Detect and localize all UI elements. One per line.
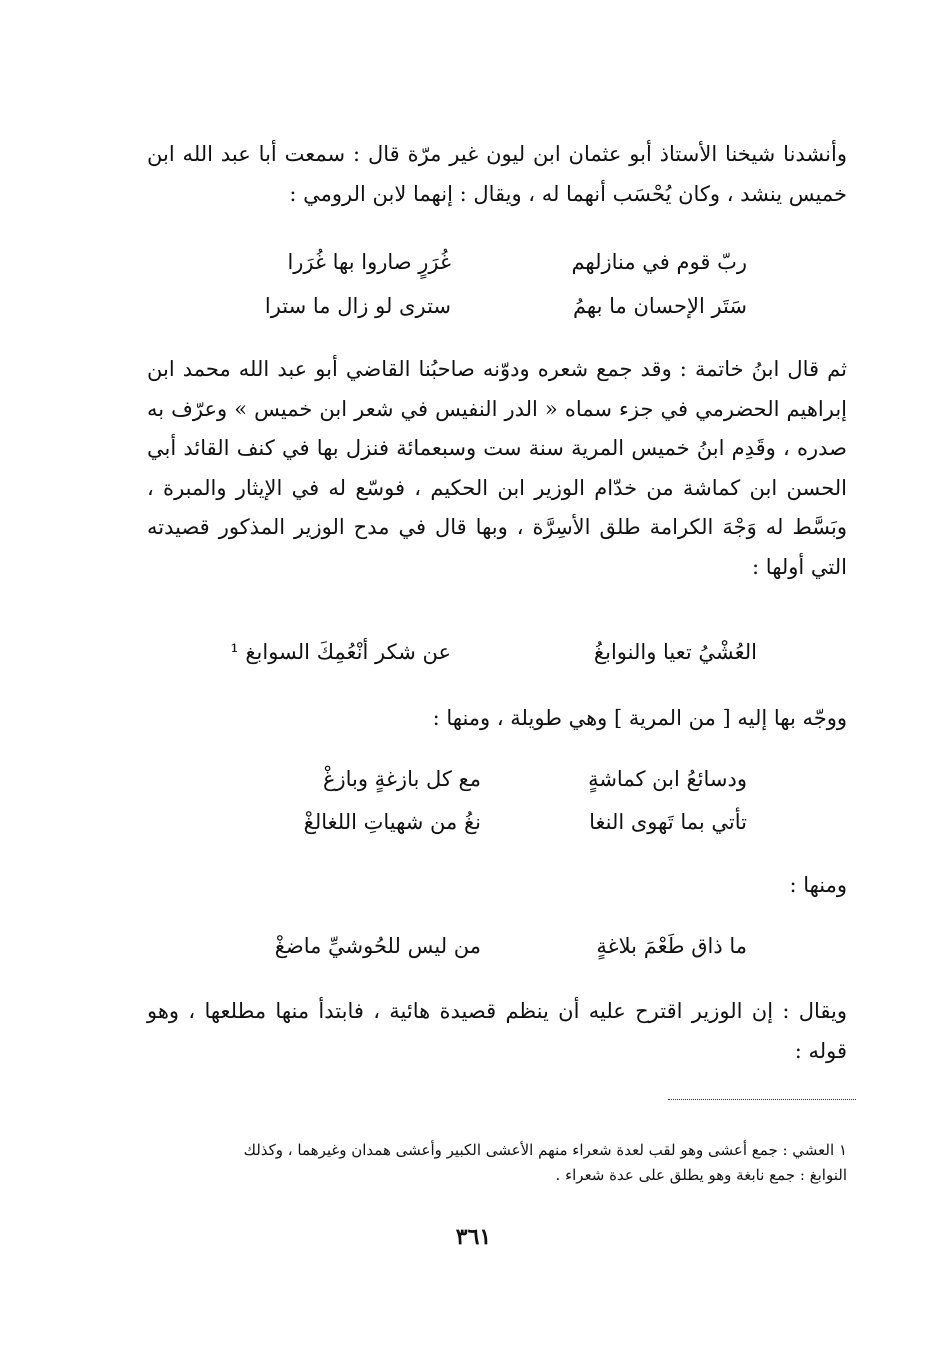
verse-hemistich: تأتي بما تَهوى النغا (589, 810, 747, 834)
page-number: ٣٦١ (455, 1224, 492, 1250)
verse-hemistich: نغُ من شهياتِ اللغالغْ (303, 810, 481, 834)
verse-single-2 (231, 931, 747, 961)
footnote-line: النوابغ : جمع نابغة وهو يطلق على عدة شعراء . (555, 1166, 847, 1184)
verse-hemistich: ودسائعُ ابن كماشةٍ (588, 767, 747, 791)
paragraph-wa-minha: ومنها : (789, 873, 847, 897)
verse-single-1 (171, 637, 757, 667)
footnote (147, 1138, 847, 1188)
verse-hemistich: من ليس للحُوشيِّ ماضغْ (274, 934, 481, 958)
verse-couplet-1-line-2 (201, 291, 747, 321)
verse-hemistich: غُرَرٍ صاروا بها غُرَرا (287, 250, 451, 274)
verse-hemistich: سترى لو زال ما سترا (264, 294, 451, 318)
verse-hemistich: سَتَر الإحسان ما بهمُ (572, 294, 747, 318)
verse-hemistich: العُشْيُ تعيا والنوابغُ (593, 640, 757, 664)
paragraph-ibn-khatima: ثم قال ابنُ خاتمة : وقد جمع شعره ودوّنه صاحبُنا القاضي أبو عبد الله محمد ابن إبراهيم الحضرمي في جزء سماه « الدر النفيس في شعر ابن خميس » وعرّف به صدره ، وقَدِم ابنُ خميس المرية سنة ست وسبعمائة فنزل بها في كنف القائد أبي الحسن ابن كماشة من خدّام الوزير ابن الحكيم ، فوسّع له في الإيثار والمبرة ، وبَسَّط له وَجْهَ الكرامة طلق الأسِرَّة ، وبها قال في مدح الوزير المذكور قصيدته التي أولها : (147, 357, 847, 579)
verse-couplet-1-line-1 (201, 247, 747, 277)
paragraph-dispatch: ووجّه بها إليه [ من المرية ] وهي طويلة ، ومنها : (432, 706, 847, 730)
verse-hemistich: عن شكر أنْعُمِكَ السوابغ ¹ (230, 640, 451, 664)
verse-couplet-2-line-1 (231, 764, 747, 794)
footnote-line: ١ العشي : جمع أعشى وهو لقب لعدة شعراء منهم الأعشى الكبير وأعشى همدان وغيرهما ، وكذلك (243, 1141, 847, 1159)
verse-hemistich: ربّ قوم في منازلهم (571, 250, 747, 274)
footnote-divider (668, 1099, 856, 1100)
paragraph-ha-iyya: ويقال : إن الوزير اقترح عليه أن ينظم قصيدة هائية ، فابتدأ منها مطلعها ، وهو قوله : (147, 999, 847, 1063)
verse-hemistich: ما ذاق طَعْمَ بلاغةٍ (596, 934, 747, 958)
verse-hemistich: مع كل بازغةٍ وبازغْ (322, 767, 481, 791)
verse-couplet-2-line-2 (231, 807, 747, 837)
paragraph-intro: وأنشدنا شيخنا الأستاذ أبو عثمان ابن ليون غير مرّة قال : سمعت أبا عبد الله ابن خميس ينشد ، وكان يُحْسَب أنهما له ، ويقال : إنهما لابن الرومي : (147, 142, 847, 206)
